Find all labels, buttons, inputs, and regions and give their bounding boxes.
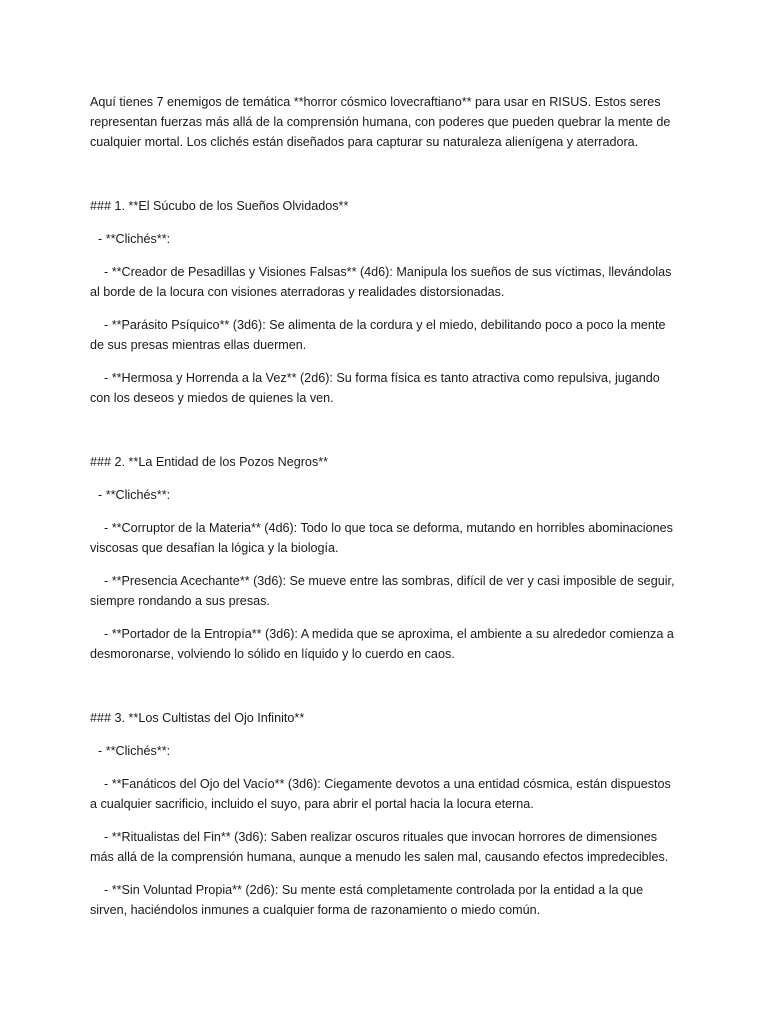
section-heading: ### 2. **La Entidad de los Pozos Negros** bbox=[90, 455, 329, 469]
cliches-label: - **Clichés**: bbox=[98, 744, 171, 758]
cliche-item: - **Hermosa y Horrenda a la Vez** (2d6): Su forma física es tanto atractiva como repulsiva, jugando con los deseos y miedos de quienes la ven. bbox=[90, 371, 660, 405]
section-heading: ### 3. **Los Cultistas del Ojo Infinito** bbox=[90, 711, 305, 725]
cliche-item: - **Ritualistas del Fin** (3d6): Saben realizar oscuros rituales que invocan horrores de dimensiones más allá de la comprensión humana, aunque a menudo les salen mal, causando efectos impredecibles. bbox=[90, 830, 669, 864]
enemy-section-3 bbox=[90, 708, 680, 920]
enemy-section-1 bbox=[90, 196, 680, 408]
intro-paragraph: Aquí tienes 7 enemigos de temática **horror cósmico lovecraftiano** para usar en RISUS. Estos seres representan fuerzas más allá de la comprensión humana, con poderes que pueden quebrar la mente de cualquier mortal. Los clichés están diseñados para capturar su naturaleza alienígena y aterradora. bbox=[90, 95, 671, 149]
cliches-label: - **Clichés**: bbox=[98, 232, 171, 246]
cliche-item: - **Parásito Psíquico** (3d6): Se alimenta de la cordura y el miedo, debilitando poco a poco la mente de sus presas mientras ellas duermen. bbox=[90, 318, 666, 352]
cliche-item: - **Corruptor de la Materia** (4d6): Todo lo que toca se deforma, mutando en horribles abominaciones viscosas que desafían la lógica y la biología. bbox=[90, 521, 673, 555]
document-body bbox=[90, 92, 680, 964]
enemy-section-2 bbox=[90, 452, 680, 664]
cliches-label: - **Clichés**: bbox=[98, 488, 171, 502]
cliche-item: - **Portador de la Entropía** (3d6): A medida que se aproxima, el ambiente a su alrededor comienza a desmoronarse, volviendo lo sólido en líquido y lo cuerdo en caos. bbox=[90, 627, 674, 661]
section-heading: ### 1. **El Súcubo de los Sueños Olvidados** bbox=[90, 199, 349, 213]
cliche-item: - **Fanáticos del Ojo del Vacío** (3d6): Ciegamente devotos a una entidad cósmica, están dispuestos a cualquier sacrificio, incluido el suyo, para abrir el portal hacia la locura eterna. bbox=[90, 777, 671, 811]
cliche-item: - **Sin Voluntad Propia** (2d6): Su mente está completamente controlada por la entidad a la que sirven, haciéndolos inmunes a cualquier forma de razonamiento o miedo común. bbox=[90, 883, 644, 917]
cliche-item: - **Presencia Acechante** (3d6): Se mueve entre las sombras, difícil de ver y casi imposible de seguir, siempre rondando a sus presas. bbox=[90, 574, 675, 608]
cliche-item: - **Creador de Pesadillas y Visiones Falsas** (4d6): Manipula los sueños de sus víctimas, llevándolas al borde de la locura con visiones aterradoras y realidades distorsionadas. bbox=[90, 265, 672, 299]
